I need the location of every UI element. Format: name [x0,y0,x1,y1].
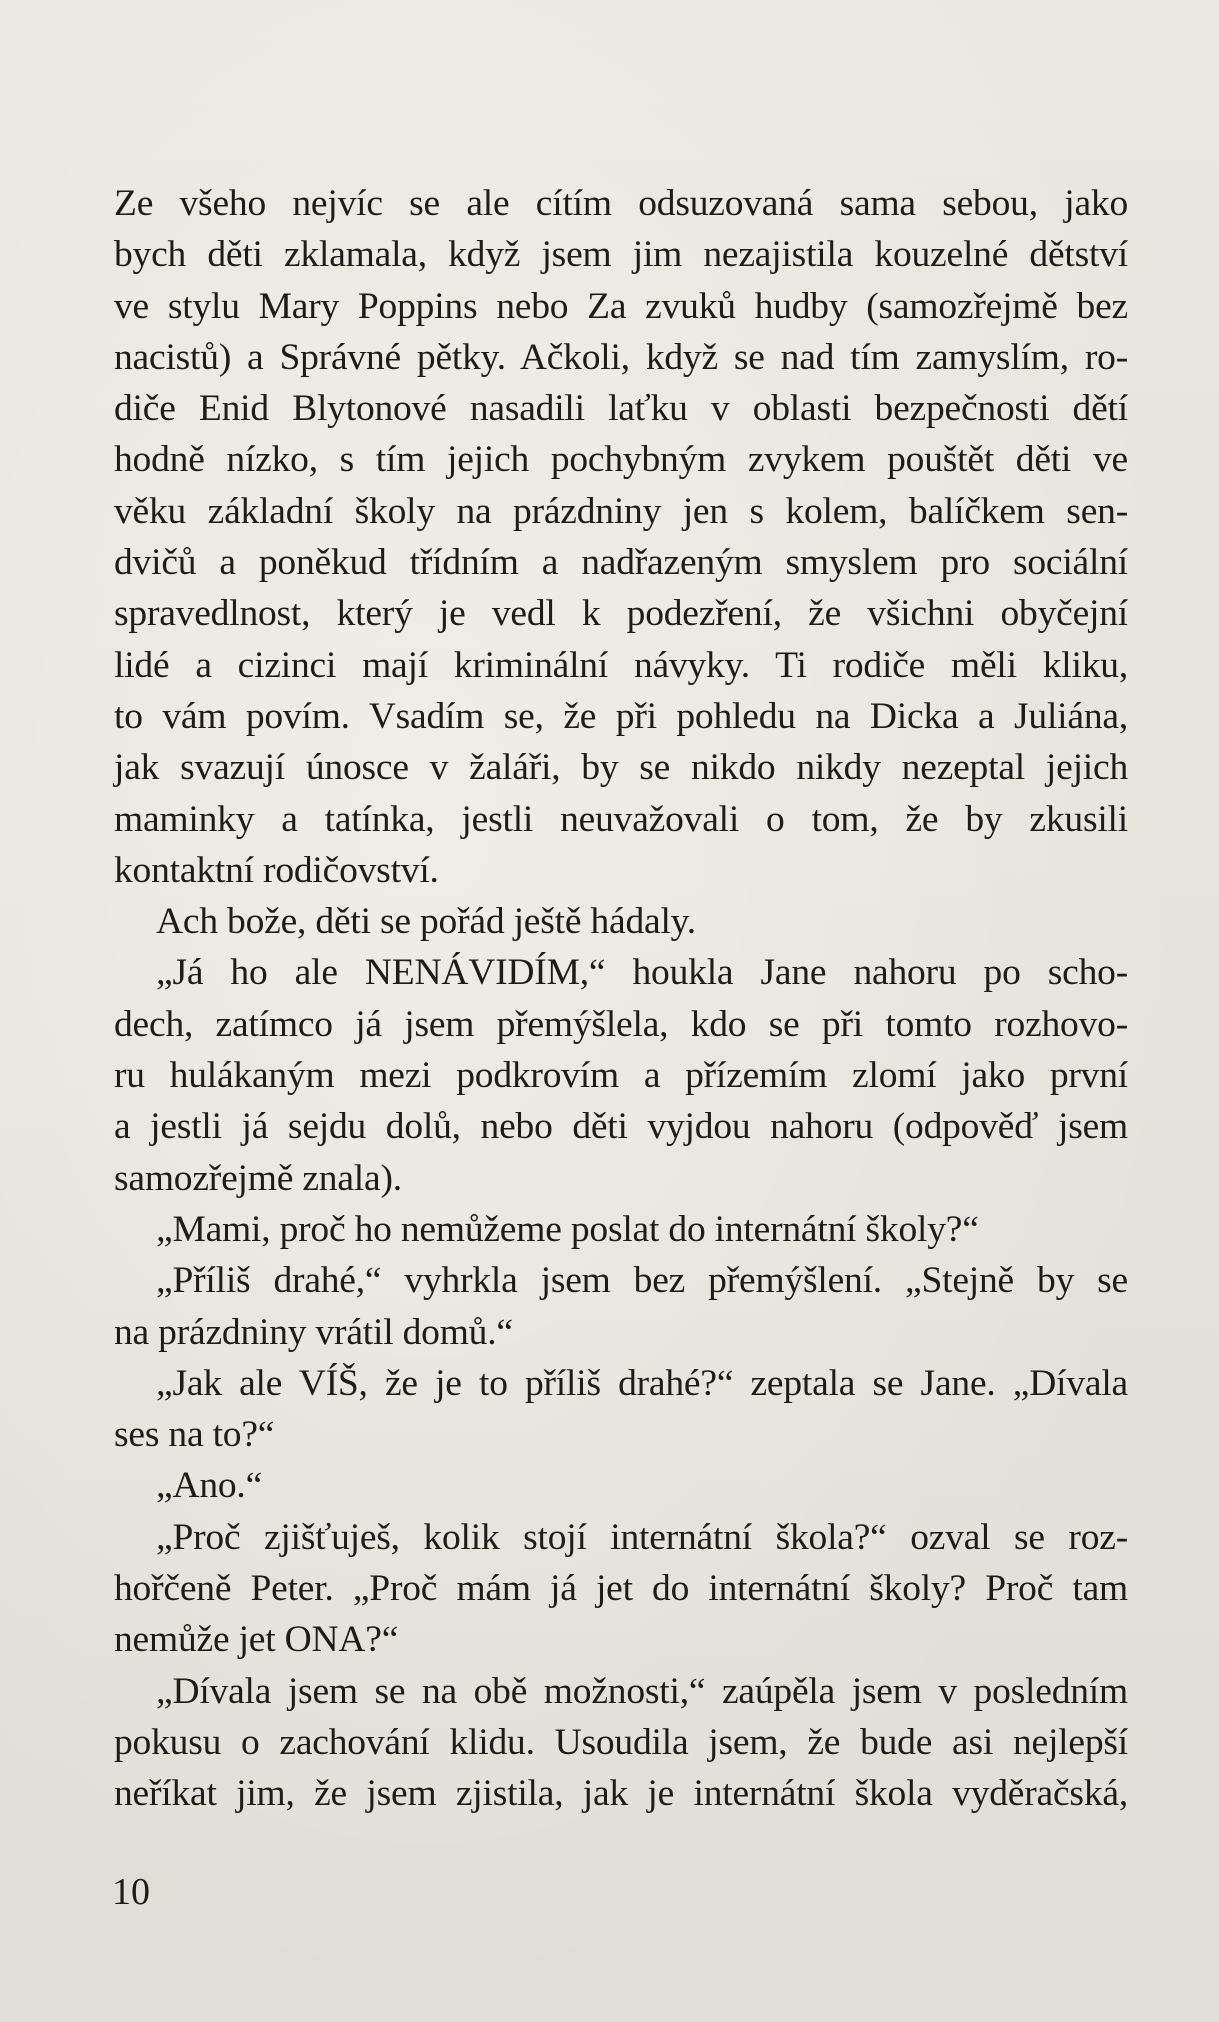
text-line: maminky a tatínka, jestli neuvažovali o tom, že by zkusili [114,798,1128,840]
text-line: diče Enid Blytonové nasadili laťku v oblasti bezpečnosti dětí [114,388,1128,430]
text-line: „Dívala jsem se na obě možnosti,“ zaúpěla jsem v posledním [156,1670,1128,1712]
text-line: Ze všeho nejvíc se ale cítím odsuzovaná sama sebou, jako [114,183,1128,224]
text-line: věku základní školy na prázdniny jen s kolem, balíčkem sen- [114,490,1128,532]
text-line: dech, zatímco já jsem přemýšlela, kdo se při tomto rozhovo- [114,1003,1128,1045]
text-line: lidé a cizinci mají kriminální návyky. Ti rodiče měli kliku, [114,644,1128,686]
text-line: „Ano.“ [156,1465,263,1507]
text-line: hořčeně Peter. „Proč mám já jet do internátní školy? Proč tam [114,1568,1128,1610]
text-line: „Já ho ale NENÁVIDÍM,“ houkla Jane nahoru po scho- [156,952,1128,994]
text-line: „Příliš drahé,“ vyhrkla jsem bez přemýšlení. „Stejně by se [156,1260,1128,1302]
text-line: hodně nízko, s tím jejich pochybným zvykem pouštět děti ve [114,439,1128,481]
text-line: bych děti zklamala, když jsem jim nezajistila kouzelné dětství [114,234,1128,276]
page-number: 10 [112,1871,150,1913]
text-line: nemůže jet ONA?“ [114,1619,399,1661]
text-line: a jestli já sejdu dolů, nebo děti vyjdou nahoru (odpověď jsem [114,1106,1128,1148]
text-line: samozřejmě znala). [114,1157,402,1199]
text-line: ve stylu Mary Poppins nebo Za zvuků hudby (samozřejmě bez [114,285,1128,327]
text-line: kontaktní rodičovství. [114,849,439,891]
text-line: nacistů) a Správné pětky. Ačkoli, když se nad tím zamyslím, ro- [114,336,1128,378]
text-line: dvičů a poněkud třídním a nadřazeným smyslem pro sociální [114,542,1128,584]
text-line: pokusu o zachování klidu. Usoudila jsem, že bude asi nejlepší [114,1721,1128,1763]
text-line: „Jak ale VÍŠ, že je to příliš drahé?“ zeptala se Jane. „Dívala [156,1362,1128,1404]
text-line: neříkat jim, že jsem zjistila, jak je internátní škola vyděračská, [114,1773,1128,1815]
text-line: „Mami, proč ho nemůžeme poslat do internátní školy?“ [156,1208,979,1250]
text-line: na prázdniny vrátil domů.“ [114,1311,513,1353]
text-line: „Proč zjišťuješ, kolik stojí internátní škola?“ ozval se roz- [156,1516,1128,1558]
body-text [114,178,1128,1820]
text-line: spravedlnost, který je vedl k podezření, že všichni obyčejní [114,593,1128,635]
text-line: to vám povím. Vsadím se, že při pohledu na Dicka a Juliána, [114,695,1128,737]
text-line: ru hulákaným mezi podkrovím a přízemím zlomí jako první [114,1055,1128,1097]
text-line: ses na to?“ [114,1414,275,1456]
text-line: Ach bože, děti se pořád ještě hádaly. [156,901,696,943]
text-line: jak svazují únosce v žaláři, by se nikdo nikdy nezeptal jejich [114,747,1128,789]
